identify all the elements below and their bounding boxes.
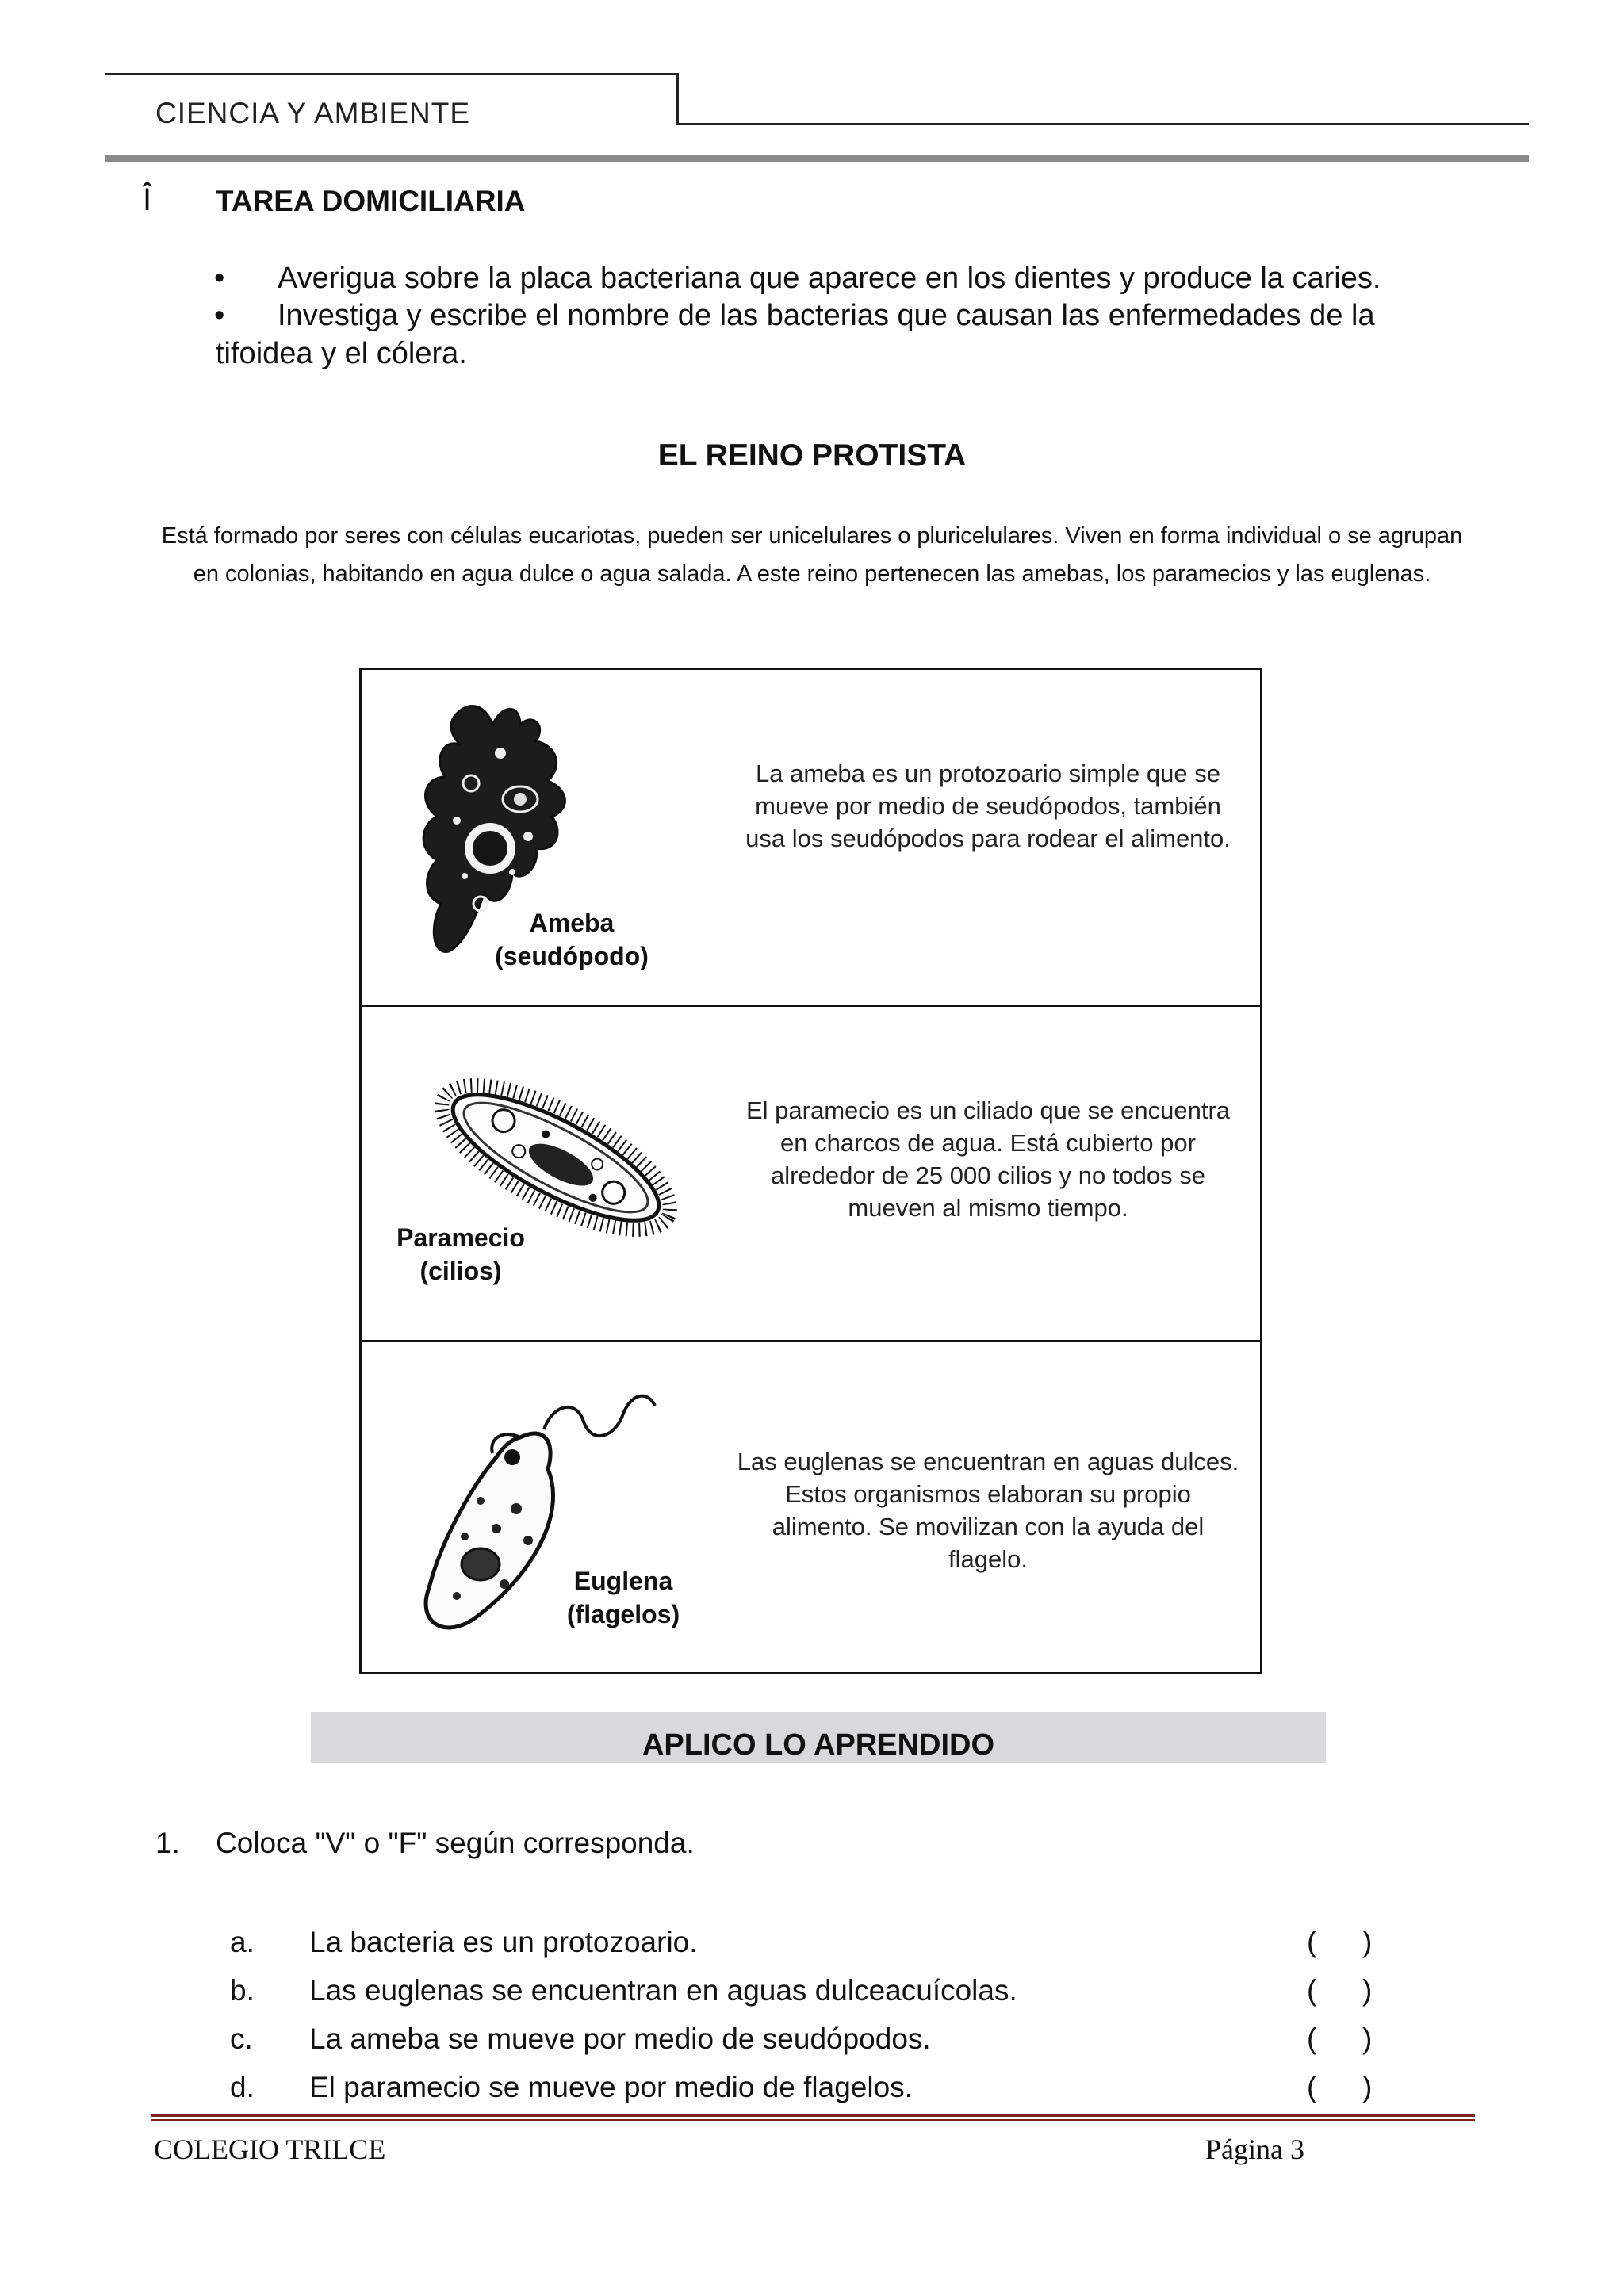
answer-paren-open[interactable]: ( xyxy=(1307,2071,1317,2103)
answer-paren-open[interactable]: ( xyxy=(1307,1926,1317,1958)
footer-school: COLEGIO TRILCE xyxy=(154,2133,386,2165)
caption-part: (flagelos) xyxy=(566,1600,680,1628)
bullet-icon: • xyxy=(214,262,225,295)
header-tab-border xyxy=(105,73,679,75)
caption-name: Paramecio xyxy=(396,1223,525,1252)
answer-paren-close[interactable]: ) xyxy=(1362,2022,1373,2055)
item-text: Las euglenas se encuentran en aguas dulceacuícolas. xyxy=(309,1974,1017,2007)
caption-part: (seudópodo) xyxy=(495,942,649,970)
answer-paren-open[interactable]: ( xyxy=(1307,2022,1317,2055)
caption-name: Ameba xyxy=(529,909,615,937)
item-letter: b. xyxy=(230,1974,255,2007)
tarea-bullet-text: Averigua sobre la placa bacteriana que aparece en los dientes y produce la caries. xyxy=(278,262,1381,295)
caption-part: (cilios) xyxy=(419,1257,502,1285)
header-rule xyxy=(679,123,1529,125)
item-letter: d. xyxy=(230,2071,255,2103)
question-text: Coloca "V" o "F" según corresponda. xyxy=(216,1827,695,1859)
item-letter: a. xyxy=(230,1926,255,1958)
aplico-title: APLICO LO APRENDIDO xyxy=(642,1728,995,1762)
header-tab-border xyxy=(676,73,679,125)
item-letter: c. xyxy=(230,2022,253,2055)
organism-description: El paramecio es un ciliado que se encuentra en charcos de agua. Está cubierto por alrededor de 25 000 cilios y no todos se mueven al mismo tiempo. xyxy=(745,1096,1231,1222)
bullet-icon: • xyxy=(214,299,225,332)
item-text: El paramecio se mueve por medio de flagelos. xyxy=(309,2071,913,2103)
organism-row-paramecio xyxy=(362,1007,1260,1342)
section-marker-icon: Î xyxy=(143,182,152,217)
organism-caption xyxy=(536,1564,710,1631)
organism-row-ameba xyxy=(362,670,1260,1007)
item-text: La bacteria es un protozoario. xyxy=(309,1926,698,1958)
header-title: CIENCIA Y AMBIENTE xyxy=(155,97,471,129)
footer-rule xyxy=(151,2114,1475,2117)
footer-rule xyxy=(151,2119,1475,2121)
tarea-title: TAREA DOMICILIARIA xyxy=(216,185,526,217)
organism-row-euglena xyxy=(362,1342,1260,1672)
question-number: 1. xyxy=(155,1827,180,1859)
answer-paren-close[interactable]: ) xyxy=(1362,1974,1373,2007)
section-intro: Está formado por seres con células eucariotas, pueden ser unicelulares o pluricelulares. Viven en forma individual o se agrupan en colonias, habitando en agua dulce o agua salada. A este reino pertenecen las amebas, los paramecios y las euglenas. xyxy=(161,523,1463,587)
section-title: EL REINO PROTISTA xyxy=(657,438,967,473)
organism-description: La ameba es un protozoario simple que se mueve por medio de seudópodos, también usa los seudópodos para rodear el alimento. xyxy=(745,760,1231,852)
header-gray-rule xyxy=(105,155,1529,162)
caption-name: Euglena xyxy=(573,1567,673,1595)
footer-page-number: Página 3 xyxy=(1205,2133,1304,2165)
answer-paren-close[interactable]: ) xyxy=(1362,2071,1373,2103)
item-text: La ameba se mueve por medio de seudópodos. xyxy=(309,2022,931,2055)
answer-paren-open[interactable]: ( xyxy=(1307,1974,1317,2007)
organism-table xyxy=(359,668,1262,1674)
organism-caption xyxy=(485,906,659,973)
organism-description: Las euglenas se encuentran en aguas dulces. Estos organismos elaboran su propio alimento. Se movilizan con la ayuda del flagelo. xyxy=(737,1448,1239,1573)
answer-paren-close[interactable]: ) xyxy=(1362,1926,1373,1958)
organism-caption xyxy=(370,1221,552,1288)
tarea-bullet-text: Investiga y escribe el nombre de las bacterias que causan las enfermedades de la tifoidea y el cólera. xyxy=(216,299,1375,370)
